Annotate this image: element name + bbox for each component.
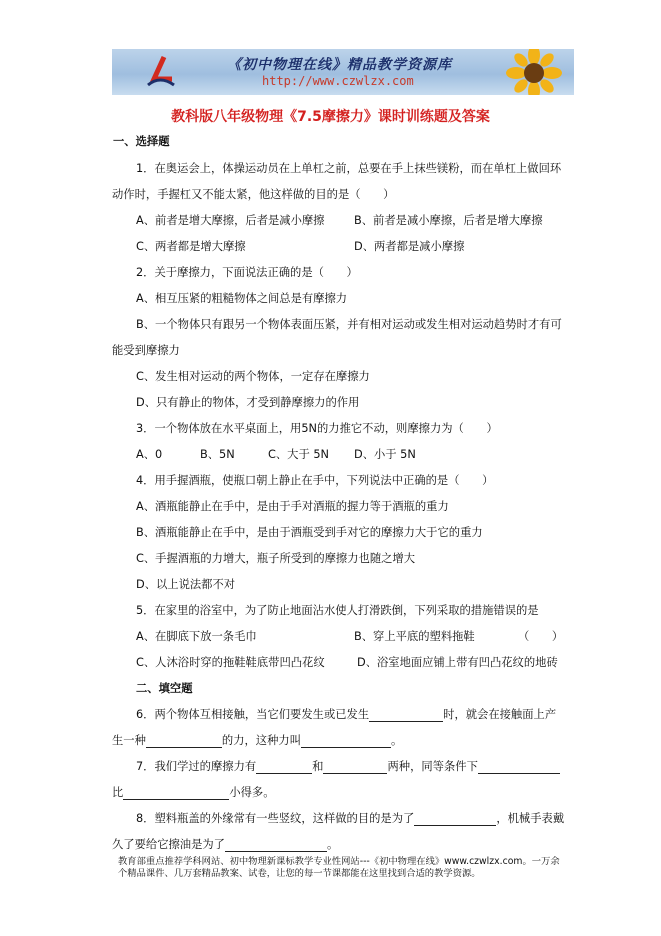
q2-stem: 2．关于摩擦力，下面说法正确的是（ ） [136, 266, 358, 279]
banner-title: 《初中物理在线》精品教学资源库 [227, 57, 452, 73]
q7-text-4: 比 [112, 786, 124, 799]
section-heading-choice: 一、选择题 [113, 135, 170, 148]
q7-text-2: 和 [312, 760, 324, 773]
q5-stem: 5．在家里的浴室中，为了防止地面沾水使人打滑跌倒，下列采取的措施错误的是 [136, 604, 539, 617]
q8-text-4: 。 [326, 838, 339, 851]
q4-option-d: D、以上说法都不对 [136, 578, 236, 591]
q4-option-b: B、酒瓶能静止在手中，是由于酒瓶受到手对它的摩擦力大于它的重力 [136, 526, 483, 539]
q6-text-1: 6．两个物体互相接触，当它们要发生或已发生 [136, 708, 370, 721]
q1-option-c: C、两者都是增大摩擦 [136, 240, 246, 253]
q8-line2 [112, 838, 338, 852]
q7-blank-2[interactable] [323, 762, 387, 774]
page-footer [118, 856, 578, 880]
q8-text-1: 8．塑料瓶盖的外缘常有一些竖纹，这样做的目的是为了 [136, 812, 415, 825]
q8-text-3: 久了要给它擦油是为了 [112, 838, 225, 851]
q4-option-c: C、手握酒瓶的力增大，瓶子所受到的摩擦力也随之增大 [136, 552, 416, 565]
q6-blank-2[interactable] [146, 736, 222, 748]
q4-stem: 4．用手握酒瓶，使瓶口朝上静止在手中，下列说法中正确的是（ ） [136, 474, 494, 487]
q1-option-b: B、前者是减小摩擦，后者是增大摩擦 [354, 214, 543, 227]
q6-text-3: 生一种 [112, 734, 146, 747]
q7-line1 [136, 760, 560, 774]
q5-option-d: D、浴室地面应铺上带有凹凸花纹的地砖 [357, 656, 558, 669]
q5-answer-paren: （ ） [518, 630, 564, 643]
q3-option-a: A、0 [136, 448, 163, 461]
footer-line1: 教育部重点推荐学科网站、初中物理新课标教学专业性网站---《初中物理在线》www.czwlzx.com。一万余 [118, 856, 560, 867]
q7-text-3: 两种，同等条件下 [387, 760, 478, 773]
logo-icon [142, 55, 178, 89]
q7-text-5: 小得多。 [229, 786, 275, 799]
page-title: 教科版八年级物理《7.5摩擦力》课时训练题及答案 [171, 109, 490, 125]
footer-line2: 个精品课件、几万套精品教案、试卷，让您的每一节课都能在这里找到合适的教学资源。 [118, 868, 481, 879]
q1-option-a: A、前者是增大摩擦，后者是减小摩擦 [136, 214, 325, 227]
q4-option-a: A、酒瓶能静止在手中，是由于手对酒瓶的握力等于酒瓶的重力 [136, 500, 449, 513]
q6-text-2: 时，就会在接触面上产 [443, 708, 557, 721]
q2-option-a: A、相互压紧的粗糙物体之间总是有摩擦力 [136, 292, 348, 305]
q5-option-c: C、人沐浴时穿的拖鞋鞋底带凹凸花纹 [136, 656, 325, 669]
q6-text-4: 的力，这种力叫 [221, 734, 301, 747]
q2-option-b-line1: B、一个物体只有跟另一个物体表面压紧，并有相对运动或发生相对运动趋势时才有可 [136, 318, 562, 331]
header-banner [112, 49, 574, 95]
q3-option-c: C、大于 5N [268, 448, 330, 461]
q6-line2 [112, 734, 402, 748]
sunflower-icon [494, 49, 564, 95]
banner-url[interactable]: http://www.czwlzx.com [262, 74, 414, 88]
q6-line1 [136, 708, 556, 722]
q1-option-d: D、两者都是减小摩擦 [354, 240, 465, 253]
q8-text-2: ，机械手表戴 [496, 812, 565, 825]
q7-blank-4[interactable] [123, 788, 229, 800]
q7-text-1: 7．我们学过的摩擦力有 [136, 760, 257, 773]
q8-blank-2[interactable] [225, 840, 327, 852]
q5-option-a: A、在脚底下放一条毛巾 [136, 630, 257, 643]
q5-option-b: B、穿上平底的塑料拖鞋 [354, 630, 475, 643]
q2-option-b-line2: 能受到摩擦力 [112, 344, 180, 357]
q7-blank-1[interactable] [256, 762, 312, 774]
q1-stem-line2: 动作时，手握杠又不能太紧，他这样做的目的是（ ） [112, 188, 395, 201]
q6-text-5: 。 [391, 734, 403, 747]
q8-line1 [136, 812, 564, 826]
section-heading-fill: 二、填空题 [136, 682, 193, 695]
q2-option-d: D、只有静止的物体，才受到静摩擦力的作用 [136, 396, 360, 409]
q2-option-c: C、发生相对运动的两个物体，一定存在摩擦力 [136, 370, 370, 383]
q7-line2 [112, 786, 275, 800]
q6-blank-1[interactable] [369, 710, 443, 722]
q3-stem: 3．一个物体放在水平桌面上，用5N的力推它不动，则摩擦力为（ ） [136, 422, 498, 435]
q8-blank-1[interactable] [414, 814, 496, 826]
q3-option-d: D、小于 5N [354, 448, 416, 461]
q7-blank-3[interactable] [478, 762, 560, 774]
q3-option-b: B、5N [200, 448, 235, 461]
q1-stem-line1: 1．在奥运会上，体操运动员在上单杠之前，总要在手上抹些镁粉，而在单杠上做回环 [136, 162, 562, 175]
q6-blank-3[interactable] [301, 736, 391, 748]
